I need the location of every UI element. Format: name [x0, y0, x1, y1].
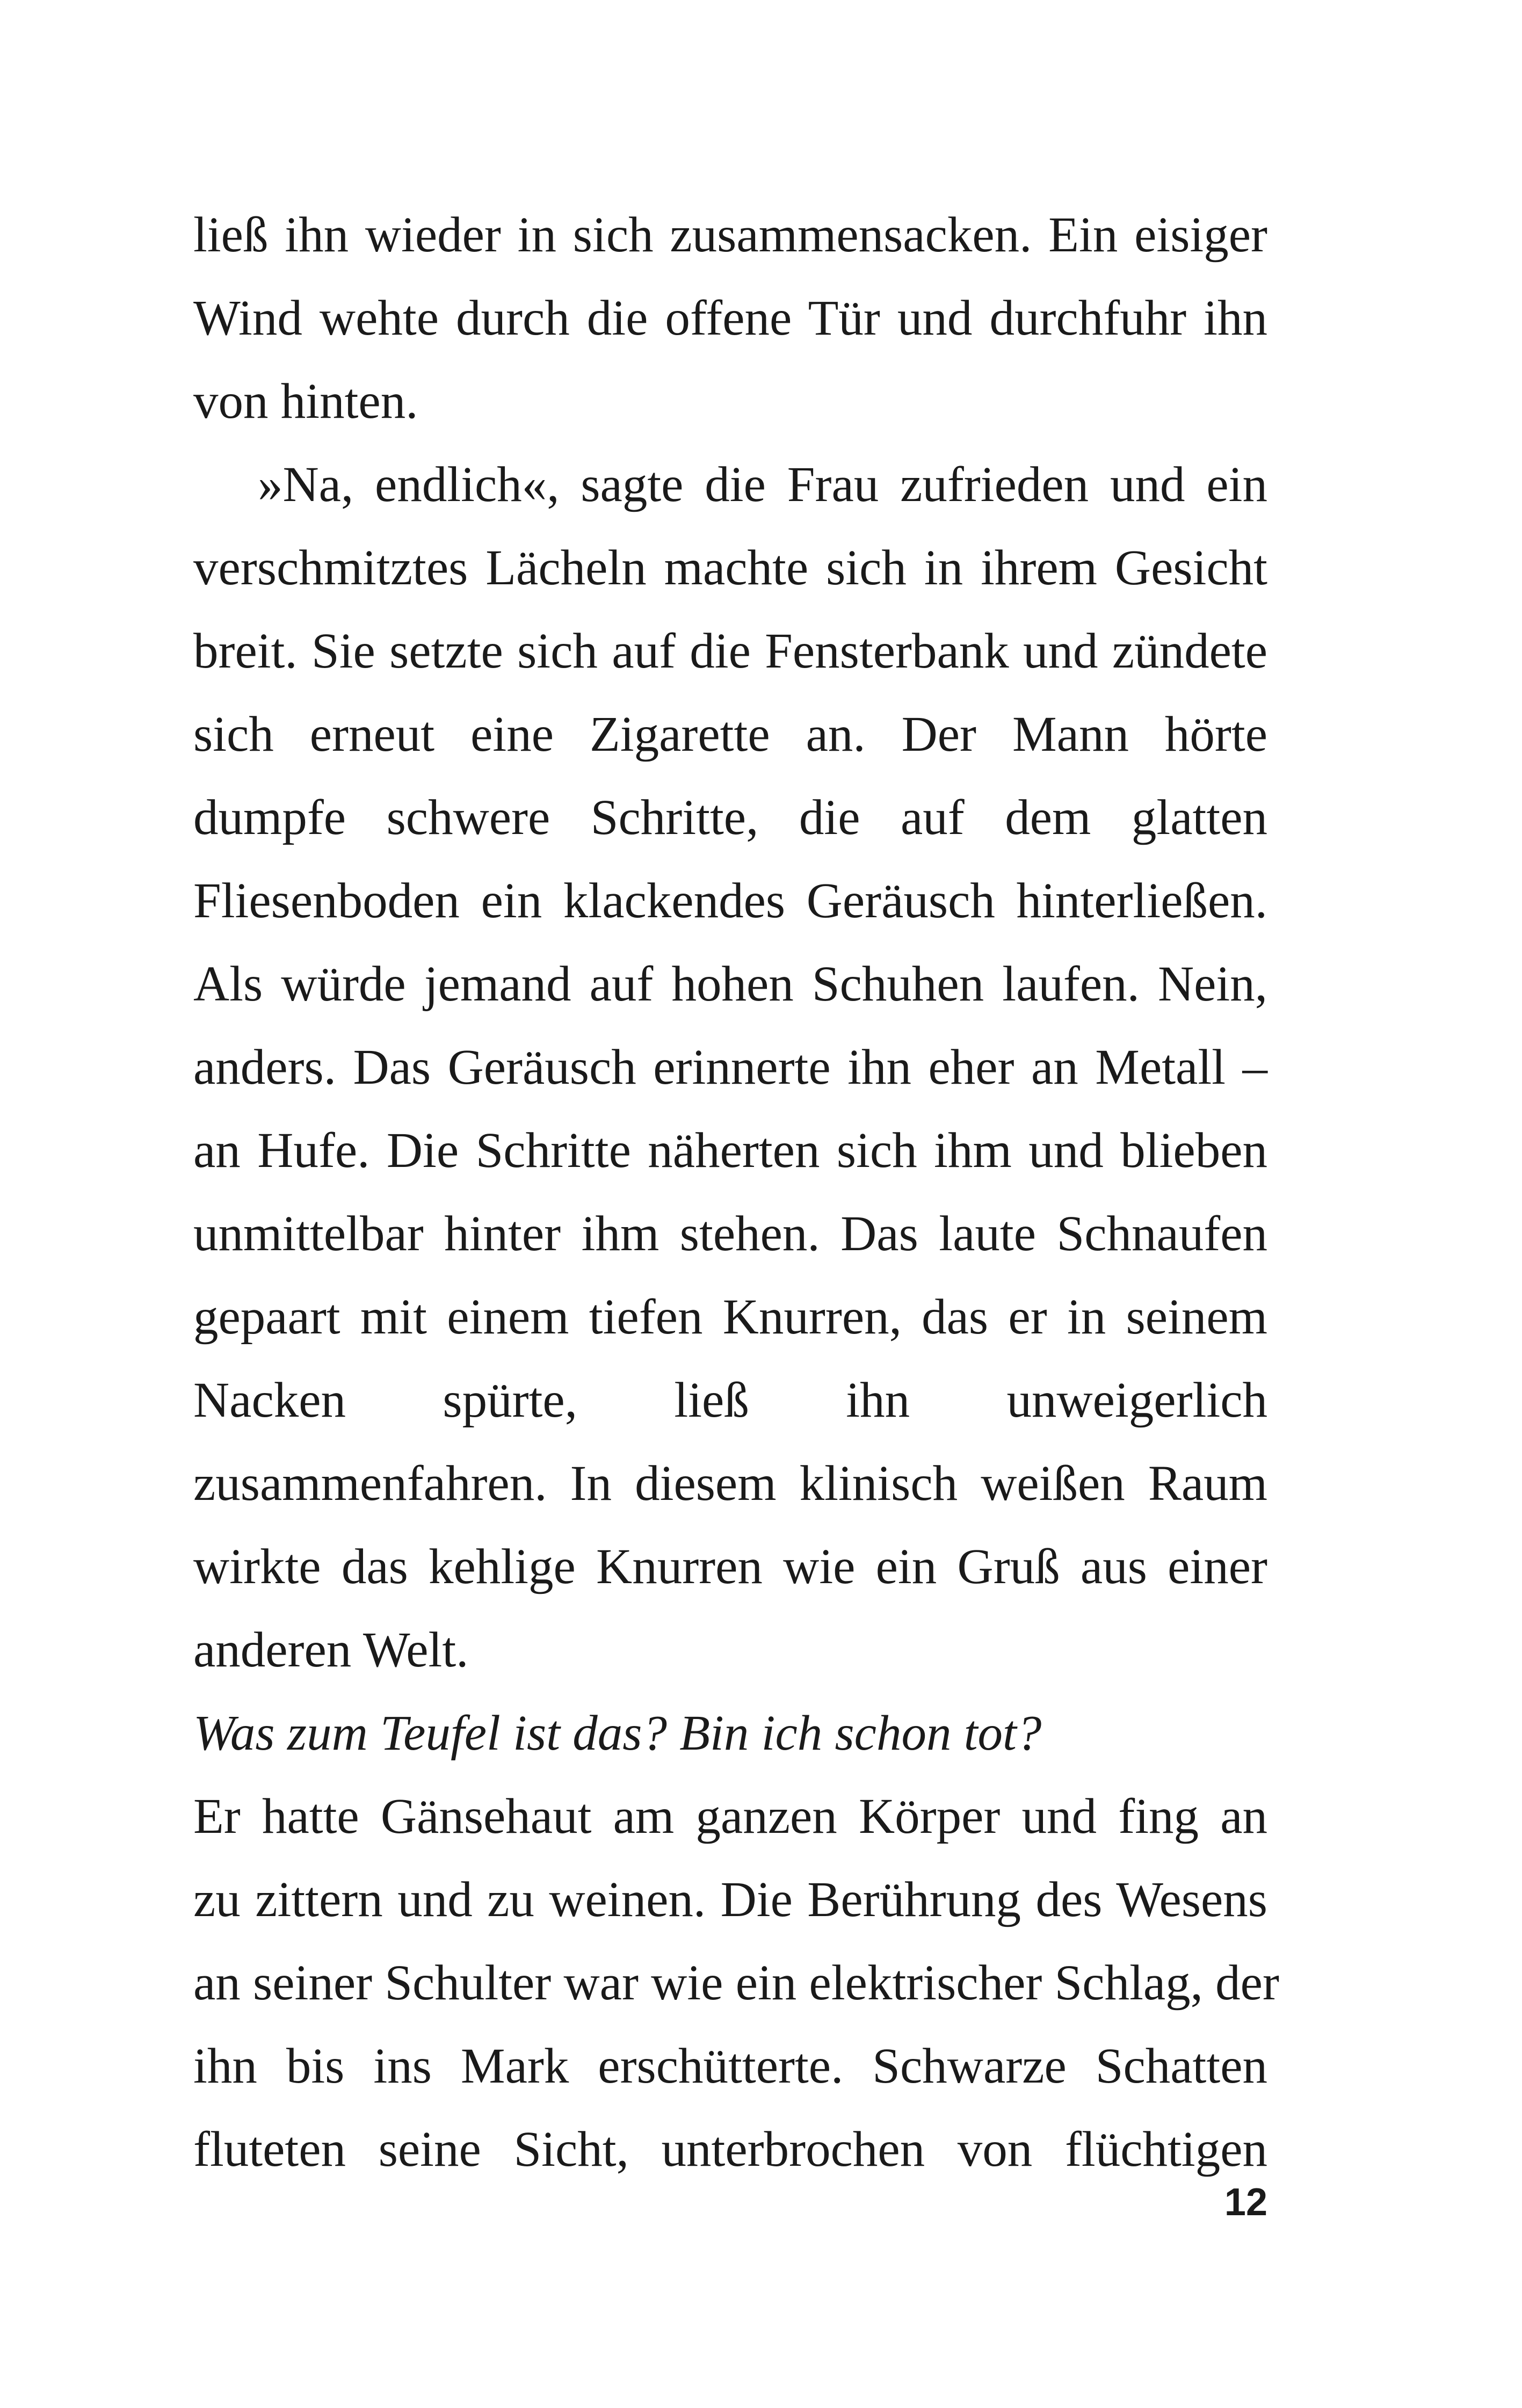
text-line: zu zittern und zu weinen. Die Berührung des Wesens	[193, 1872, 1267, 1927]
book-page	[193, 193, 1279, 2288]
text-line: Nacken spürte, ließ ihn unweigerlich	[193, 1373, 1267, 1428]
text-line: »Na, endlich«, sagte die Frau zufrieden und ein	[258, 457, 1267, 512]
text-line: verschmitztes Lächeln machte sich in ihrem Gesicht	[193, 540, 1267, 596]
italic-thought-line: Was zum Teufel ist das? Bin ich schon tot?	[193, 1706, 1042, 1761]
text-line: wirkte das kehlige Knurren wie ein Gruß aus einer	[193, 1539, 1267, 1594]
text-line: fluteten seine Sicht, unterbrochen von flüchtigen	[193, 2122, 1267, 2177]
text-line: Er hatte Gänsehaut am ganzen Körper und fing an	[193, 1789, 1267, 1844]
text-line: von hinten.	[193, 374, 418, 429]
text-line: an Hufe. Die Schritte näherten sich ihm und blieben	[193, 1123, 1267, 1178]
text-line: ließ ihn wieder in sich zusammensacken. Ein eisiger	[193, 207, 1267, 263]
text-line: sich erneut eine Zigarette an. Der Mann hörte	[193, 707, 1267, 762]
text-line: Wind wehte durch die offene Tür und durchfuhr ihn	[193, 291, 1267, 346]
text-line: anderen Welt.	[193, 1622, 469, 1678]
text-line: Fliesenboden ein klackendes Geräusch hinterließen.	[193, 873, 1267, 929]
text-line: zusammenfahren. In diesem klinisch weißen Raum	[193, 1456, 1267, 1511]
text-line: gepaart mit einem tiefen Knurren, das er in seinem	[193, 1289, 1267, 1345]
text-line: anders. Das Geräusch erinnerte ihn eher an Metall –	[193, 1040, 1267, 1095]
text-line: unmittelbar hinter ihm stehen. Das laute Schnaufen	[193, 1206, 1267, 1261]
text-line: Als würde jemand auf hohen Schuhen laufen. Nein,	[193, 956, 1267, 1012]
text-line: dumpfe schwere Schritte, die auf dem glatten	[193, 790, 1267, 845]
text-line: breit. Sie setzte sich auf die Fensterbank und zündete	[193, 623, 1267, 679]
text-line: ihn bis ins Mark erschütterte. Schwarze Schatten	[193, 2039, 1267, 2094]
text-line: an seiner Schulter war wie ein elektrischer Schlag, der	[193, 1955, 1279, 2011]
page-number: 12	[1224, 2181, 1267, 2224]
